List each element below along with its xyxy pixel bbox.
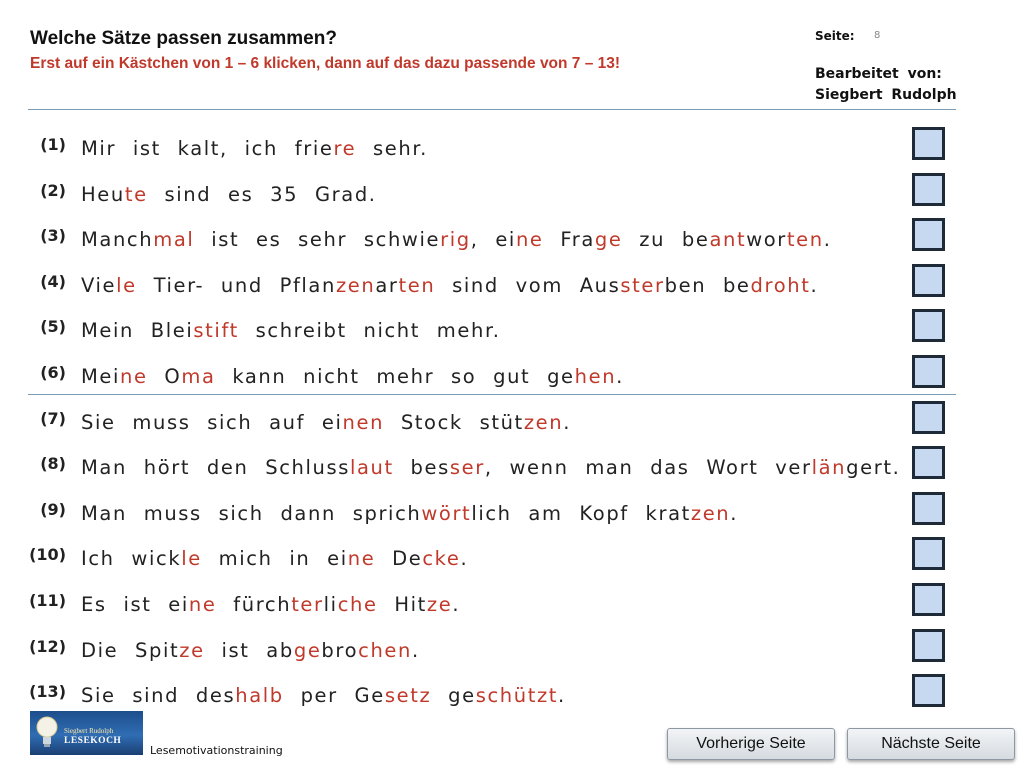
sentence-number: (2) [40,180,66,200]
text-segment: Mein Blei [81,319,194,343]
sentence-text [81,274,818,297]
syllable-highlight: ze [426,593,453,616]
sentence-text [81,365,624,388]
answer-box[interactable] [912,537,945,570]
sentence-text [81,684,566,707]
sentence-row [0,180,1024,225]
sentence-number: (7) [40,408,66,428]
text-segment: , wenn man das Wort ver [484,456,812,480]
answer-box[interactable] [912,583,945,616]
text-segment: zu be [622,228,710,252]
text-segment: bro [321,638,359,662]
sentence-row [0,682,1024,726]
logo-author: Siegbert Rudolph [64,727,114,735]
sentence-number: (9) [40,499,66,519]
editor-name: Siegbert Rudolph [815,87,957,103]
syllable-highlight: ma [181,365,216,388]
text-segment: fürch [216,593,292,616]
text-segment: . [460,547,469,571]
text-segment: . [730,501,739,525]
syllable-highlight: le [181,547,202,571]
syllable-highlight: ten [398,273,436,297]
sentence-number: (10) [29,545,66,565]
sentence-text [81,593,460,616]
sentence-number: (5) [40,317,66,337]
syllable-highlight: chen [358,638,412,662]
syllable-highlight: ne [347,547,376,571]
instruction-text: Erst auf ein Kästchen von 1 – 6 klicken, dann auf das dazu passende von 7 – 13! [30,55,621,72]
text-segment: Manch [81,228,154,252]
syllable-highlight: setz [384,684,432,708]
sentence-text [81,137,428,160]
answer-box[interactable] [912,173,945,206]
text-segment: Man muss sich dann sprich [81,501,422,525]
syllable-highlight: schützt [475,684,559,708]
text-segment: Die Spit [81,638,180,662]
text-segment: sehr. [356,137,428,160]
text-segment: . [452,593,461,616]
text-segment: Es ist ei [81,593,189,616]
answer-box[interactable] [912,446,945,479]
syllable-highlight: mal [153,228,195,252]
text-segment: Mei [81,365,121,388]
sentence-text [81,456,900,479]
text-segment: ist es sehr schwie [194,228,441,252]
sentence-number: (8) [40,454,66,474]
sentence-number: (3) [40,226,66,246]
syllable-highlight: ne [188,593,217,616]
syllable-highlight: ze [179,638,205,662]
text-segment: Mir ist kalt, ich frie [81,137,334,160]
text-segment: per Ge [283,684,385,708]
sentence-number: (1) [40,135,66,154]
sentence-text [81,547,468,570]
sentence-row [0,636,1024,681]
text-segment: Sie sind des [81,684,236,708]
answer-box[interactable] [912,264,945,297]
syllable-highlight: hen [574,365,617,388]
page-number: 8 [874,30,881,41]
syllable-highlight: zen [690,501,731,525]
answer-box[interactable] [912,401,945,434]
sentence-text [81,183,377,206]
text-segment: li [323,593,338,616]
answer-box[interactable] [912,218,945,251]
text-segment: Tier- und Pflan [136,273,336,297]
answer-box[interactable] [912,629,945,662]
sentence-row [0,271,1024,316]
syllable-highlight: che [337,593,378,616]
sentence-text [81,411,571,434]
syllable-highlight: stift [193,319,239,343]
text-segment: . [558,684,566,708]
leseкoch-logo [30,711,143,755]
text-segment: Sie muss sich auf ei [81,410,343,434]
syllable-highlight: zen [335,273,376,297]
page-title: Welche Sätze passen zusammen? [30,28,337,49]
answer-box[interactable] [912,127,945,160]
text-segment: Stock stüt [384,410,524,434]
text-segment: ge [431,684,476,708]
syllable-highlight: län [811,456,847,480]
syllable-highlight: zen [523,410,564,434]
text-segment: ben be [664,273,751,297]
sentence-number: (11) [29,591,66,610]
text-segment: sind vom Aus [435,273,621,297]
text-segment: Vie [81,273,117,297]
syllable-highlight: ter [291,593,324,616]
syllable-highlight: ge [594,228,623,252]
sentence-text [81,639,420,662]
page-label: Seite: [815,29,855,43]
syllable-highlight: re [333,137,357,160]
header-divider [28,109,956,110]
syllable-highlight: ten [786,228,824,252]
sentence-row [0,363,1024,407]
sentence-row [0,226,1024,270]
syllable-highlight: te [124,182,148,206]
sentence-text [81,228,832,251]
text-segment: Man hört den Schluss [81,456,350,480]
sentence-row [0,499,1024,544]
sentence-row [0,454,1024,498]
sentence-number: (4) [40,271,66,291]
sentence-text [81,319,501,342]
answer-box[interactable] [912,355,945,388]
syllable-highlight: ster [620,273,665,297]
sentence-number: (6) [40,363,66,382]
text-segment: ar [375,273,399,297]
next-page-button[interactable]: Nächste Seite [847,728,1015,760]
text-segment: schreibt nicht mehr. [238,319,501,343]
syllable-highlight: ge [293,638,322,662]
syllable-highlight: ne [120,365,148,388]
syllable-highlight: ant [709,228,747,252]
syllable-highlight: cke [422,547,461,571]
syllable-highlight: laut [349,456,394,480]
syllable-highlight: wört [421,501,472,525]
syllable-highlight: nen [342,410,385,434]
text-segment: . [823,228,832,252]
text-segment: Hit [377,593,427,616]
text-segment: . [563,410,572,434]
sentence-row [0,317,1024,361]
sentence-row [0,408,1024,453]
text-segment: kann nicht mehr so gut ge [215,365,575,388]
text-segment: Ich wick [81,547,182,571]
text-segment: De [375,547,423,571]
text-segment: O [147,365,182,388]
sentence-number: (13) [29,682,66,702]
syllable-highlight: halb [235,684,284,708]
text-segment: mich in ei [201,547,348,571]
logo-brand: LESEKOCH [64,736,122,746]
text-segment: Heu [81,182,125,206]
syllable-highlight: ne [515,228,544,252]
text-segment: . [810,273,819,297]
footer-label: Lesemotivationstraining [150,744,283,757]
text-segment: lich am Kopf krat [471,501,691,525]
editor-label: Bearbeitet von: [815,66,942,82]
sentence-row [0,135,1024,179]
previous-page-button[interactable]: Vorherige Seite [667,728,835,760]
syllable-highlight: le [116,273,137,297]
answer-box[interactable] [912,492,945,525]
text-segment: sind es 35 Grad. [147,182,377,206]
text-segment: Fra [543,228,595,252]
text-segment: . [616,365,624,388]
syllable-highlight: ser [449,456,485,480]
sentence-text [81,502,738,525]
text-segment: . [411,638,420,662]
text-segment: gert. [846,456,901,480]
sentence-number: (12) [29,636,66,656]
sentence-row [0,591,1024,635]
syllable-highlight: droht [750,273,811,297]
syllable-highlight: rig [440,228,471,252]
text-segment: , ei [470,228,516,252]
text-segment: ist ab [204,638,294,662]
text-segment: wor [746,228,787,252]
answer-box[interactable] [912,674,945,707]
answer-box[interactable] [912,309,945,342]
text-segment: bes [393,456,450,480]
sentence-row [0,545,1024,589]
